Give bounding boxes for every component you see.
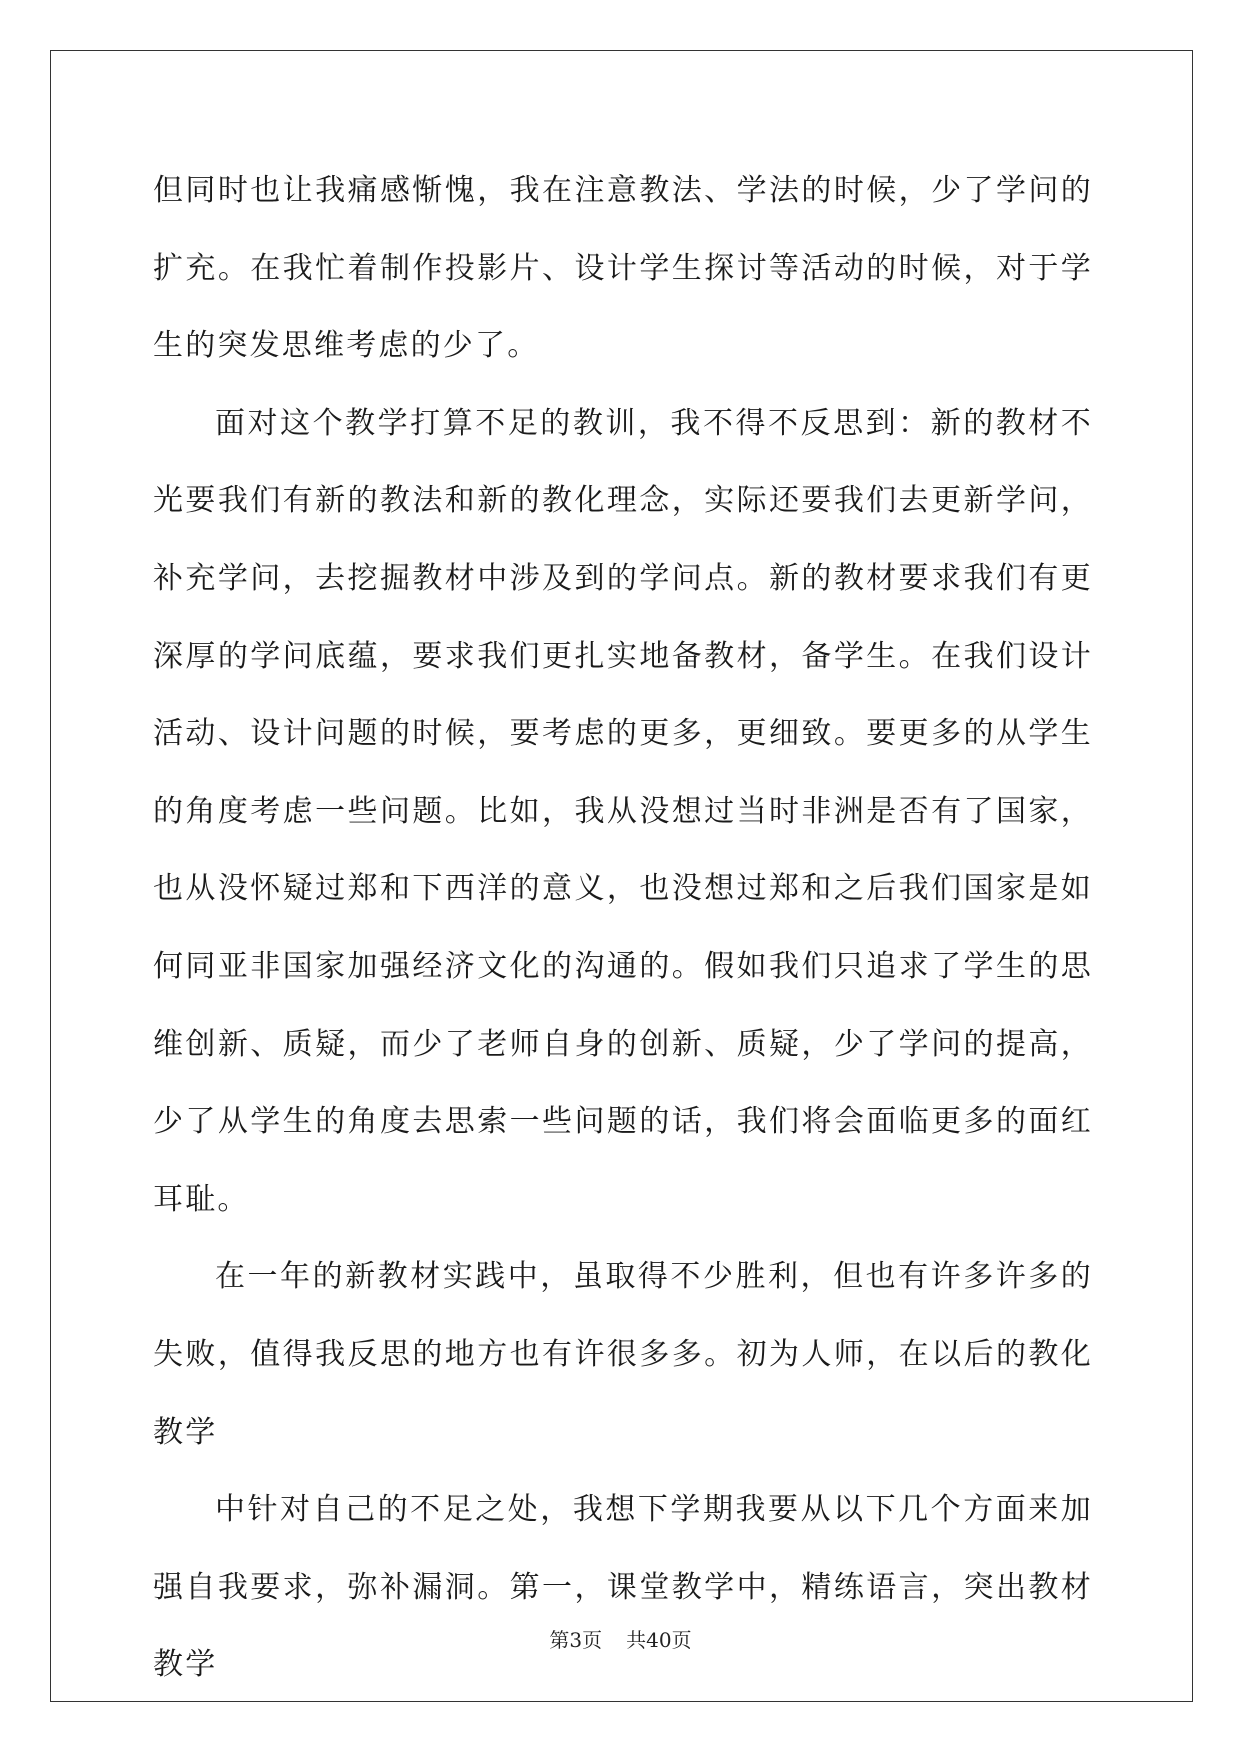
paragraph-4: 中针对自己的不足之处，我想下学期我要从以下几个方面来加强自我要求，弥补漏洞。第一，课堂教学中，精练语言，突出教材教学 — [153, 1492, 1093, 1683]
page-total-label: 共40页 — [626, 1628, 692, 1652]
document-body — [153, 152, 1093, 1704]
paragraph-2: 面对这个教学打算不足的教训，我不得不反思到：新的教材不光要我们有新的教法和新的教化理念，实际还要我们去更新学问，补充学问，去挖掘教材中涉及到的学问点。新的教材要求我们有更深厚的学问底蕴，要求我们更扎实地备教材，备学生。在我们设计活动、设计问题的时候，要考虑的更多，更细致。要更多的从学生的角度考虑一些问题。比如，我从没想过当时非洲是否有了国家，也从没怀疑过郑和下西洋的意义，也没想过郑和之后我们国家是如何同亚非国家加强经济文化的沟通的。假如我们只追求了学生的思维创新、质疑，而少了老师自身的创新、质疑，少了学问的提高，少了从学生的角度去思索一些问题的话，我们将会面临更多的面红耳耻。 — [153, 405, 1093, 1217]
paragraph-3: 在一年的新教材实践中，虽取得不少胜利，但也有许多许多的失败，值得我反思的地方也有许很多多。初为人师，在以后的教化教学 — [153, 1259, 1093, 1450]
page-footer — [0, 1624, 1241, 1653]
page-number-label: 第3页 — [549, 1628, 603, 1652]
paragraph-1: 但同时也让我痛感惭愧，我在注意教法、学法的时候，少了学问的扩充。在我忙着制作投影片、设计学生探讨等活动的时候，对于学生的突发思维考虑的少了。 — [153, 173, 1093, 364]
